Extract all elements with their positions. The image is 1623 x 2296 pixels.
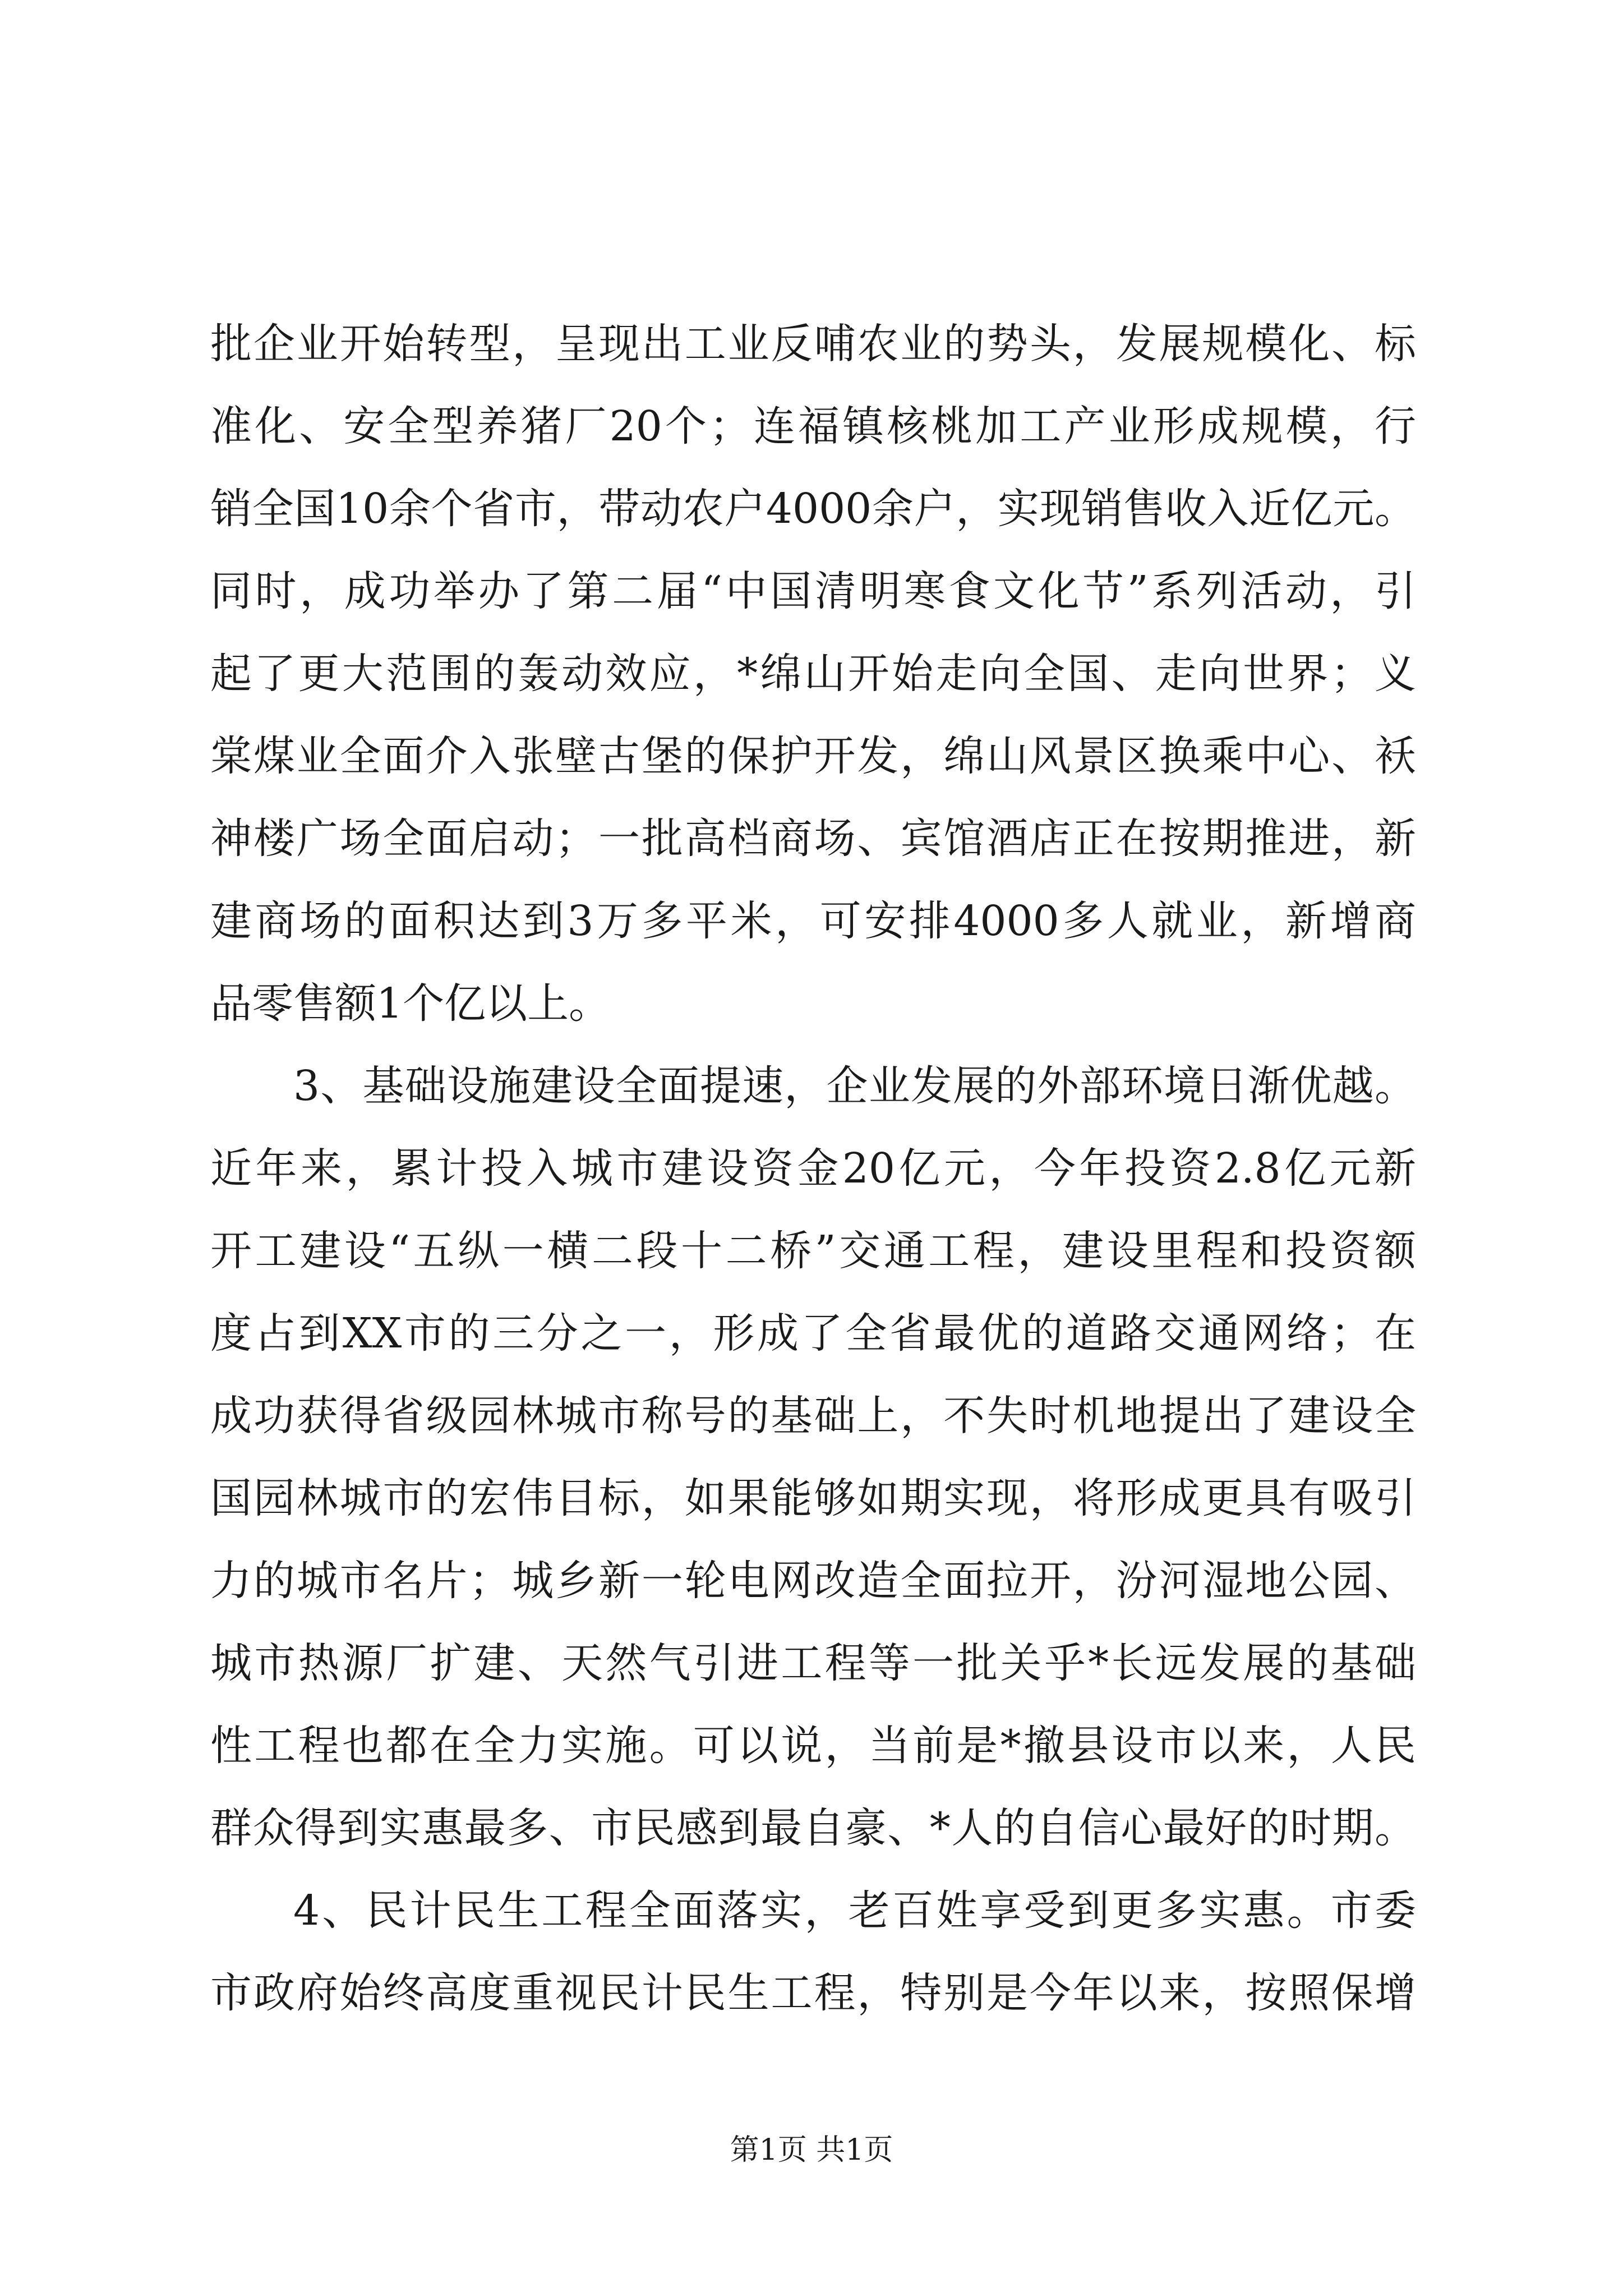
text-line: 性工程也都在全力实施。可以说，当前是*撤县设市以来，人民 [210, 1722, 1416, 1770]
paragraph-first-line: 4、民计民生工程全面落实，老百姓享受到更多实惠。市委 [293, 1887, 1416, 1935]
text-line: 建商场的面积达到3万多平米，可安排4000多人就业，新增商 [210, 897, 1416, 945]
paragraph-first-line: 3、基础设施建设全面提速，企业发展的外部环境日渐优越。 [293, 1062, 1416, 1110]
text-line: 品零售额1个亿以上。 [210, 979, 611, 1028]
text-line: 力的城市名片；城乡新一轮电网改造全面拉开，汾河湿地公园、 [210, 1557, 1416, 1605]
text-line: 神楼广场全面启动；一批高档商场、宾馆酒店正在按期推进，新 [210, 815, 1416, 863]
text-line: 开工建设“五纵一横二段十二桥”交通工程，建设里程和投资额 [210, 1227, 1416, 1275]
document-body [210, 303, 1416, 2035]
text-line: 国园林城市的宏伟目标，如果能够如期实现，将形成更具有吸引 [210, 1474, 1416, 1522]
text-line: 群众得到实惠最多、市民感到最自豪、*人的自信心最好的时期。 [210, 1804, 1416, 1852]
text-line: 成功获得省级园林城市称号的基础上，不失时机地提出了建设全 [210, 1392, 1416, 1440]
text-line: 市政府始终高度重视民计民生工程，特别是今年以来，按照保增 [210, 1969, 1416, 2017]
text-line: 同时，成功举办了第二届“中国清明寒食文化节”系列活动，引 [210, 567, 1416, 615]
text-line: 起了更大范围的轰动效应，*绵山开始走向全国、走向世界；义 [210, 650, 1416, 698]
text-line: 批企业开始转型，呈现出工业反哺农业的势头，发展规模化、标 [210, 320, 1416, 368]
text-line: 准化、安全型养猪厂20个；连福镇核桃加工产业形成规模，行 [210, 402, 1416, 450]
text-line: 近年来，累计投入城市建设资金20亿元，今年投资2.8亿元新 [210, 1144, 1416, 1193]
text-line: 度占到XX市的三分之一，形成了全省最优的道路交通网络；在 [210, 1309, 1416, 1358]
text-line: 棠煤业全面介入张壁古堡的保护开发，绵山风景区换乘中心、袄 [210, 732, 1416, 780]
text-line: 销全国10余个省市，带动农户4000余户，实现销售收入近亿元。 [210, 485, 1416, 533]
page-footer: 第1页 共1页 [730, 2133, 893, 2167]
text-line: 城市热源厂扩建、天然气引进工程等一批关乎*长远发展的基础 [210, 1639, 1416, 1687]
